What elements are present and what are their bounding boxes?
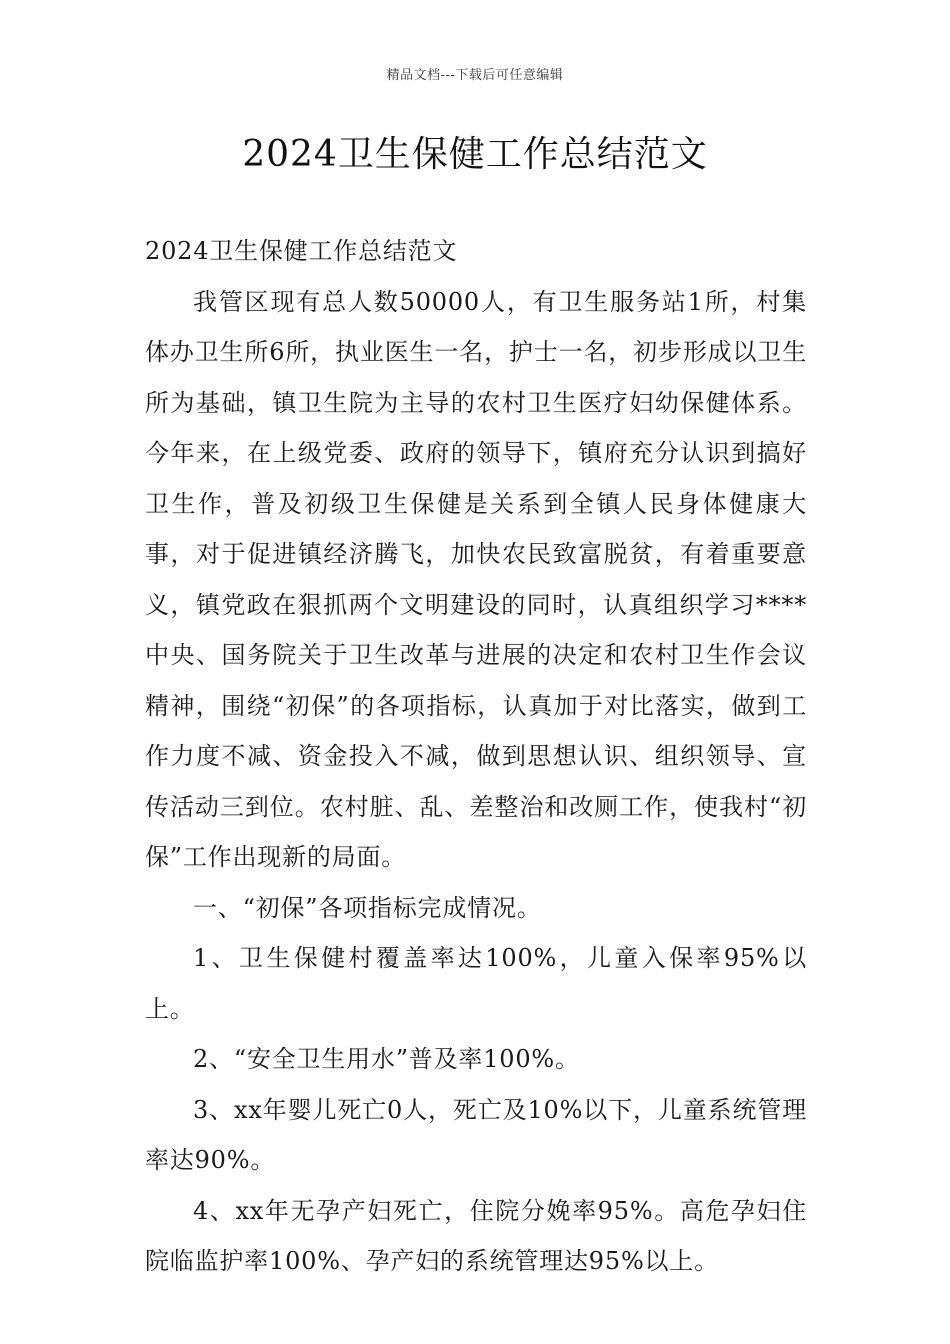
header-note: 精品文档---下载后可任意编辑 <box>386 68 564 83</box>
document-title: 2024卫生保健工作总结范文 <box>242 134 708 175</box>
list-item: 3、xx年婴儿死亡0人，死亡及10%以下，儿童系统管理率达90%。 <box>145 1095 807 1174</box>
list-item: 4、xx年无孕产妇死亡，住院分娩率95%。高危孕妇住院临监护率100%、孕产妇的系统管理达95%以上。 <box>145 1196 807 1275</box>
document-body <box>145 226 807 1287</box>
paragraph-intro: 我管区现有总人数50000人，有卫生服务站1所，村集体办卫生所6所，执业医生一名，护士一名，初步形成以卫生所为基础，镇卫生院为主导的农村卫生医疗妇幼保健体系。今年来，在上级党委、政府的领导下，镇府充分认识到搞好卫生作，普及初级卫生保健是关系到全镇人民身体健康大事，对于促进镇经济腾飞，加快农民致富脱贫，有着重要意义，镇党政在狠抓两个文明建设的同时，认真组织学习****中央、国务院关于卫生改革与进展的决定和农村卫生作会议精神，围绕“初保”的各项指标，认真加于对比落实，做到工作力度不减、资金投入不减，做到思想认识、组织领导、宣传活动三到位。农村脏、乱、差整治和改厕工作，使我村“初保”工作出现新的局面。 <box>145 287 807 871</box>
document-subtitle: 2024卫生保健工作总结范文 <box>145 237 458 265</box>
section-heading: 一、“初保”各项指标完成情况。 <box>193 893 542 922</box>
list-item: 1、卫生保健村覆盖率达100%，儿童入保率95%以上。 <box>145 944 807 1023</box>
list-item: 2、“安全卫生用水”普及率100%。 <box>193 1045 580 1073</box>
